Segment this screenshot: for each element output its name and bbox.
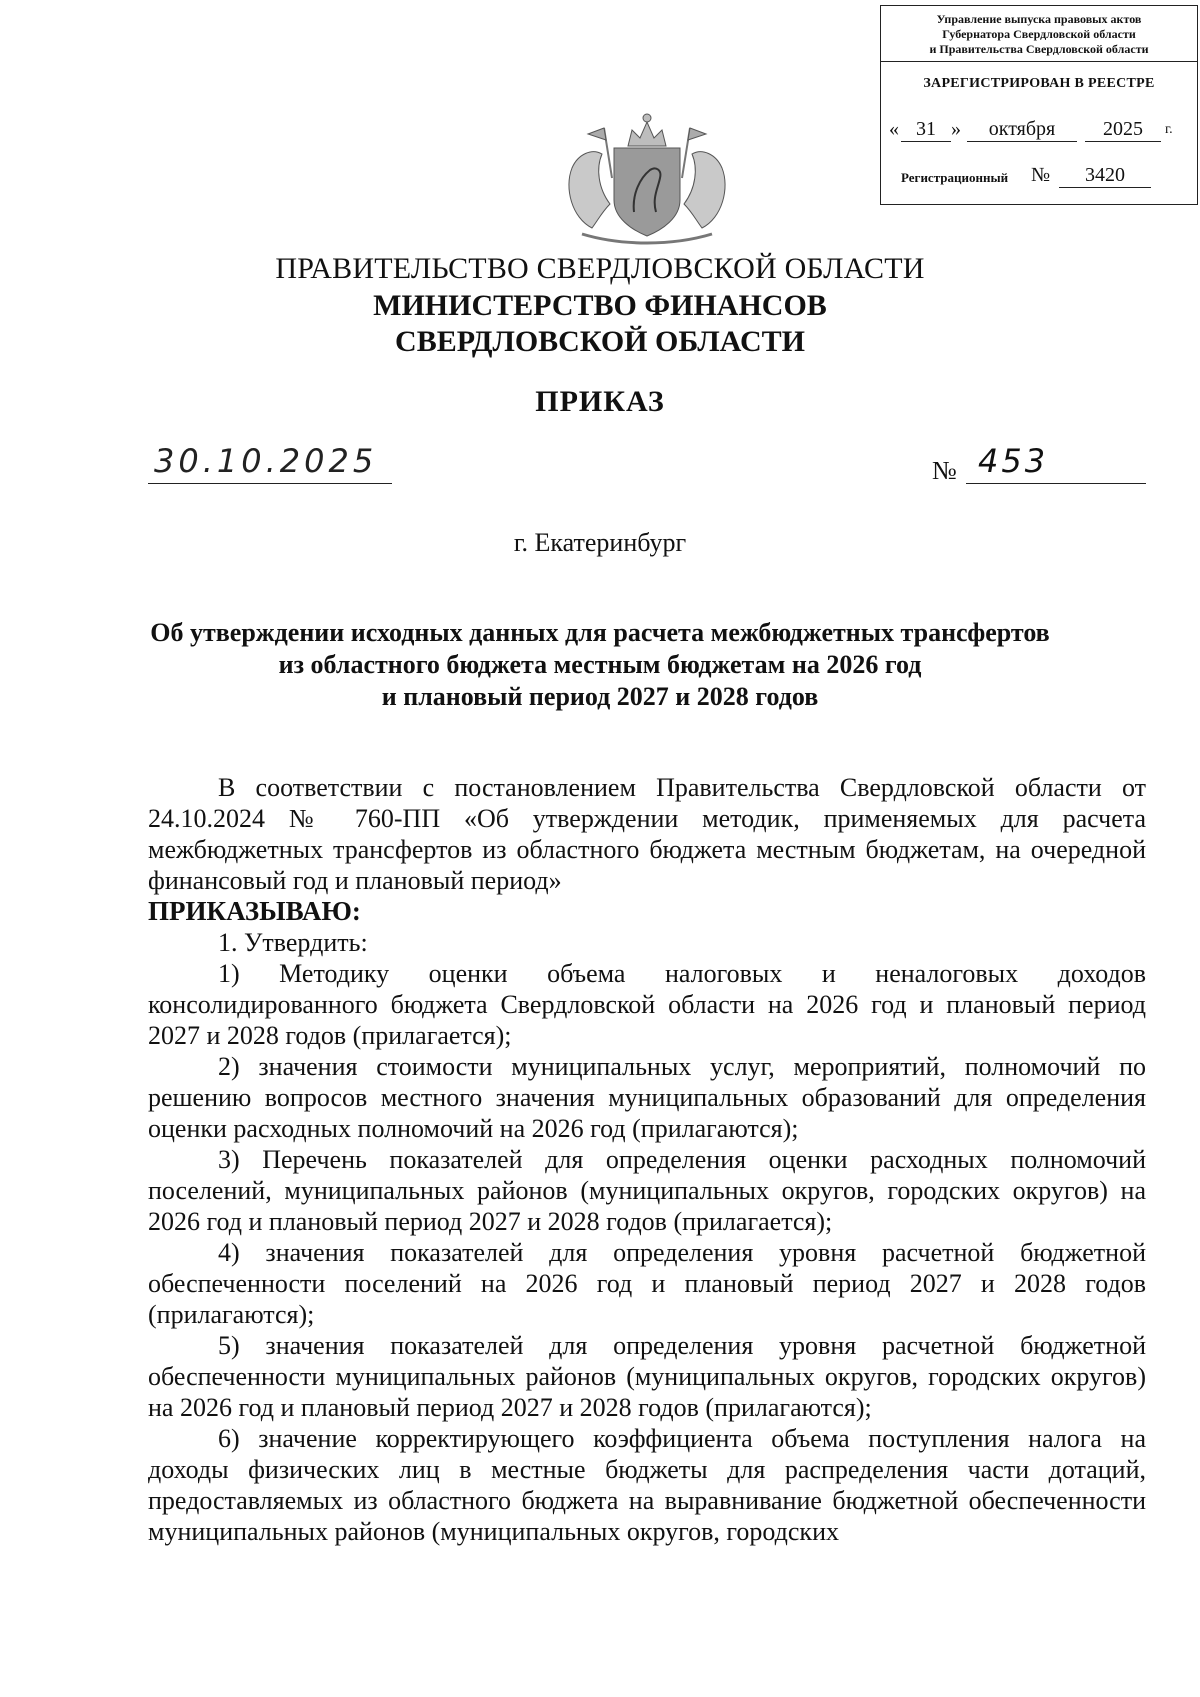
government-title: ПРАВИТЕЛЬСТВО СВЕРДЛОВСКОЙ ОБЛАСТИ: [275, 252, 925, 285]
coat-of-arms-icon: [552, 108, 742, 248]
stamp-header-line: Управление выпуска правовых актов: [936, 12, 1142, 26]
subitem-paragraph: 5) значения показателей для определения уровня расчетной бюджетной обеспеченности муниципальных районов (муниципальных округов, городских округов) на 2026 год и плановый период 2027 и 2028 годов (прилагаются);: [148, 1331, 1146, 1422]
order-number: 453: [966, 442, 1146, 484]
stamp-header: [881, 6, 1197, 62]
subject-line: из областного бюджета местным бюджетам на 2026 год: [278, 650, 922, 679]
stamp-date: [889, 118, 1189, 144]
subitem-paragraph: 2) значения стоимости муниципальных услуг, мероприятий, полномочий по решению вопросов местного значения муниципальных образований для определения оценки расходных полномочий на 2026 год (прилагаются);: [148, 1052, 1146, 1143]
stamp-day: 31: [901, 118, 951, 142]
document-type: ПРИКАЗ: [535, 385, 665, 418]
stamp-year-suffix: г.: [1165, 122, 1173, 137]
document-subject: [0, 617, 1200, 713]
order-number-sign: №: [932, 456, 957, 485]
ministry-title-line: СВЕРДЛОВСКОЙ ОБЛАСТИ: [395, 325, 805, 358]
subitem-paragraph: 1) Методику оценки объема налоговых и неналоговых доходов консолидированного бюджета Свердловской области на 2026 год и плановый период 2027 и 2028 годов (прилагается);: [148, 959, 1146, 1050]
registration-stamp: [880, 5, 1198, 205]
stamp-num-sign: №: [1031, 164, 1051, 186]
subitem-paragraph: 4) значения показателей для определения уровня расчетной бюджетной обеспеченности поселений на 2026 год и плановый период 2027 и 2028 годов (прилагаются);: [148, 1238, 1146, 1329]
ministry-title-line: МИНИСТЕРСТВО ФИНАНСОВ: [373, 289, 827, 322]
stamp-year: 2025: [1085, 118, 1161, 142]
item-paragraph: 1. Утвердить:: [218, 928, 368, 957]
stamp-reg-number: 3420: [1059, 164, 1151, 188]
subject-line: и плановый период 2027 и 2028 годов: [381, 682, 819, 711]
subject-line: Об утверждении исходных данных для расчета межбюджетных трансфертов: [150, 618, 1050, 647]
ministry-title: [0, 288, 1200, 360]
stamp-registration-number: [901, 164, 1191, 190]
stamp-quote-open: «: [889, 118, 899, 140]
order-word: ПРИКАЗЫВАЮ:: [148, 896, 361, 926]
order-date: 30.10.2025: [148, 442, 392, 484]
stamp-registered-label: ЗАРЕГИСТРИРОВАН В РЕЕСТРЕ: [923, 76, 1155, 91]
stamp-quote-close: »: [951, 118, 961, 140]
subitem-paragraph: 3) Перечень показателей для определения оценки расходных полномочий поселений, муниципальных районов (муниципальных округов, городских округов) на 2026 год и плановый период 2027 и 2028 годов (прилагается);: [148, 1145, 1146, 1236]
stamp-month: октября: [967, 118, 1077, 142]
subitem-paragraph: 6) значение корректирующего коэффициента объема поступления налога на доходы физических лиц в местные бюджеты для распределения части дотаций, предоставляемых из областного бюджета на выравнивание бюджетной обеспеченности муниципальных районов (муниципальных округов, городских: [148, 1424, 1146, 1546]
stamp-header-line: Губернатора Свердловской области: [942, 27, 1136, 41]
city: г. Екатеринбург: [513, 528, 687, 557]
preamble-paragraph: В соответствии с постановлением Правительства Свердловской области от 24.10.2024 № 760-ПП «Об утверждении методик, применяемых для расчета межбюджетных трансфертов из областного бюджета местным бюджетам, на очередной финансовый год и плановый период»: [148, 773, 1146, 895]
stamp-header-line: и Правительства Свердловской области: [929, 42, 1149, 56]
stamp-reg-label: Регистрационный: [901, 170, 1009, 185]
document-body: [148, 772, 1146, 1547]
